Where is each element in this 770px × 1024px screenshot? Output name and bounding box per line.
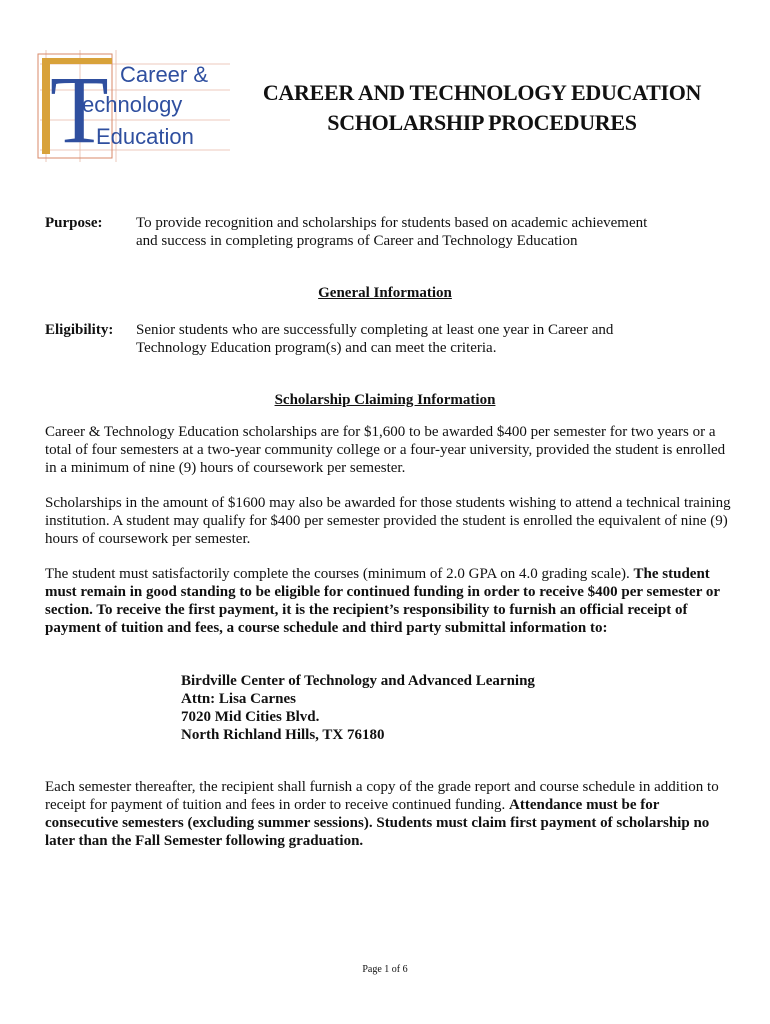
logo-text-technology: echnology bbox=[82, 92, 183, 117]
purpose-text-line-1: To provide recognition and scholarships for students based on academic achievement bbox=[136, 215, 648, 231]
claiming-paragraph-1: Career & Technology Education scholarships are for $1,600 to be awarded $400 per semester for two years or a total of four semesters at a two-year community college or a four-year university, provided the student is enrolled in a minimum of nine (9) hours of coursework per semester. bbox=[45, 424, 726, 476]
document-title bbox=[232, 78, 732, 138]
claiming-paragraph-3-normal: The student must satisfactorily complete the courses (minimum of 2.0 GPA on 4.0 grading scale). bbox=[45, 566, 634, 582]
address-line-1: Birdville Center of Technology and Advanced Learning bbox=[181, 673, 535, 689]
cte-logo bbox=[34, 50, 230, 162]
closing-paragraph-normal: Each semester thereafter, the recipient shall furnish a copy of the grade report and course schedule in addition to receipt for payment of tuition and fees in order to receive continued funding. bbox=[45, 779, 719, 813]
logo-text-career: Career & bbox=[120, 62, 209, 87]
logo-big-t: T bbox=[50, 56, 109, 162]
address-line-2: Attn: Lisa Carnes bbox=[181, 691, 296, 707]
page-number: Page 1 of 6 bbox=[362, 964, 408, 975]
closing-paragraph bbox=[45, 778, 731, 850]
address-line-4: North Richland Hills, TX 76180 bbox=[181, 727, 385, 743]
claiming-paragraph-3-bold: The student must remain in good standing to be eligible for continued funding in order to receive $400 per semester or section. To receive the first payment, it is the recipient’s responsibility to furnish an official receipt of payment of tuition and fees, a course schedule and third party submittal information to: bbox=[45, 566, 720, 636]
address-line-3: 7020 Mid Cities Blvd. bbox=[181, 709, 320, 725]
eligibility-text-line-1: Senior students who are successfully completing at least one year in Career and bbox=[136, 322, 614, 338]
logo-text-education: Education bbox=[96, 124, 194, 149]
purpose-label: Purpose: bbox=[45, 215, 103, 231]
mailing-address bbox=[181, 672, 535, 744]
claiming-heading: Scholarship Claiming Information bbox=[274, 392, 496, 408]
claiming-paragraph-2: Scholarships in the amount of $1600 may also be awarded for those students wishing to attend a technical training institution. A student may qualify for $400 per semester provided the student is enrolled the equivalent of nine (9) hours of coursework per semester. bbox=[45, 495, 731, 547]
eligibility-label: Eligibility: bbox=[45, 322, 114, 338]
purpose-text-line-2: and success in completing programs of Career and Technology Education bbox=[136, 233, 578, 249]
general-information-heading: General Information bbox=[318, 285, 452, 301]
closing-paragraph-bold: Attendance must be for consecutive semesters (excluding summer sessions). Students must claim first payment of scholarship no later than the Fall Semester following graduation. bbox=[45, 797, 710, 849]
title-line-2: SCHOLARSHIP PROCEDURES bbox=[327, 110, 637, 135]
claiming-paragraph-3 bbox=[45, 565, 731, 637]
title-line-1: CAREER AND TECHNOLOGY EDUCATION bbox=[262, 80, 702, 105]
eligibility-text-line-2: Technology Education program(s) and can meet the criteria. bbox=[136, 340, 497, 356]
